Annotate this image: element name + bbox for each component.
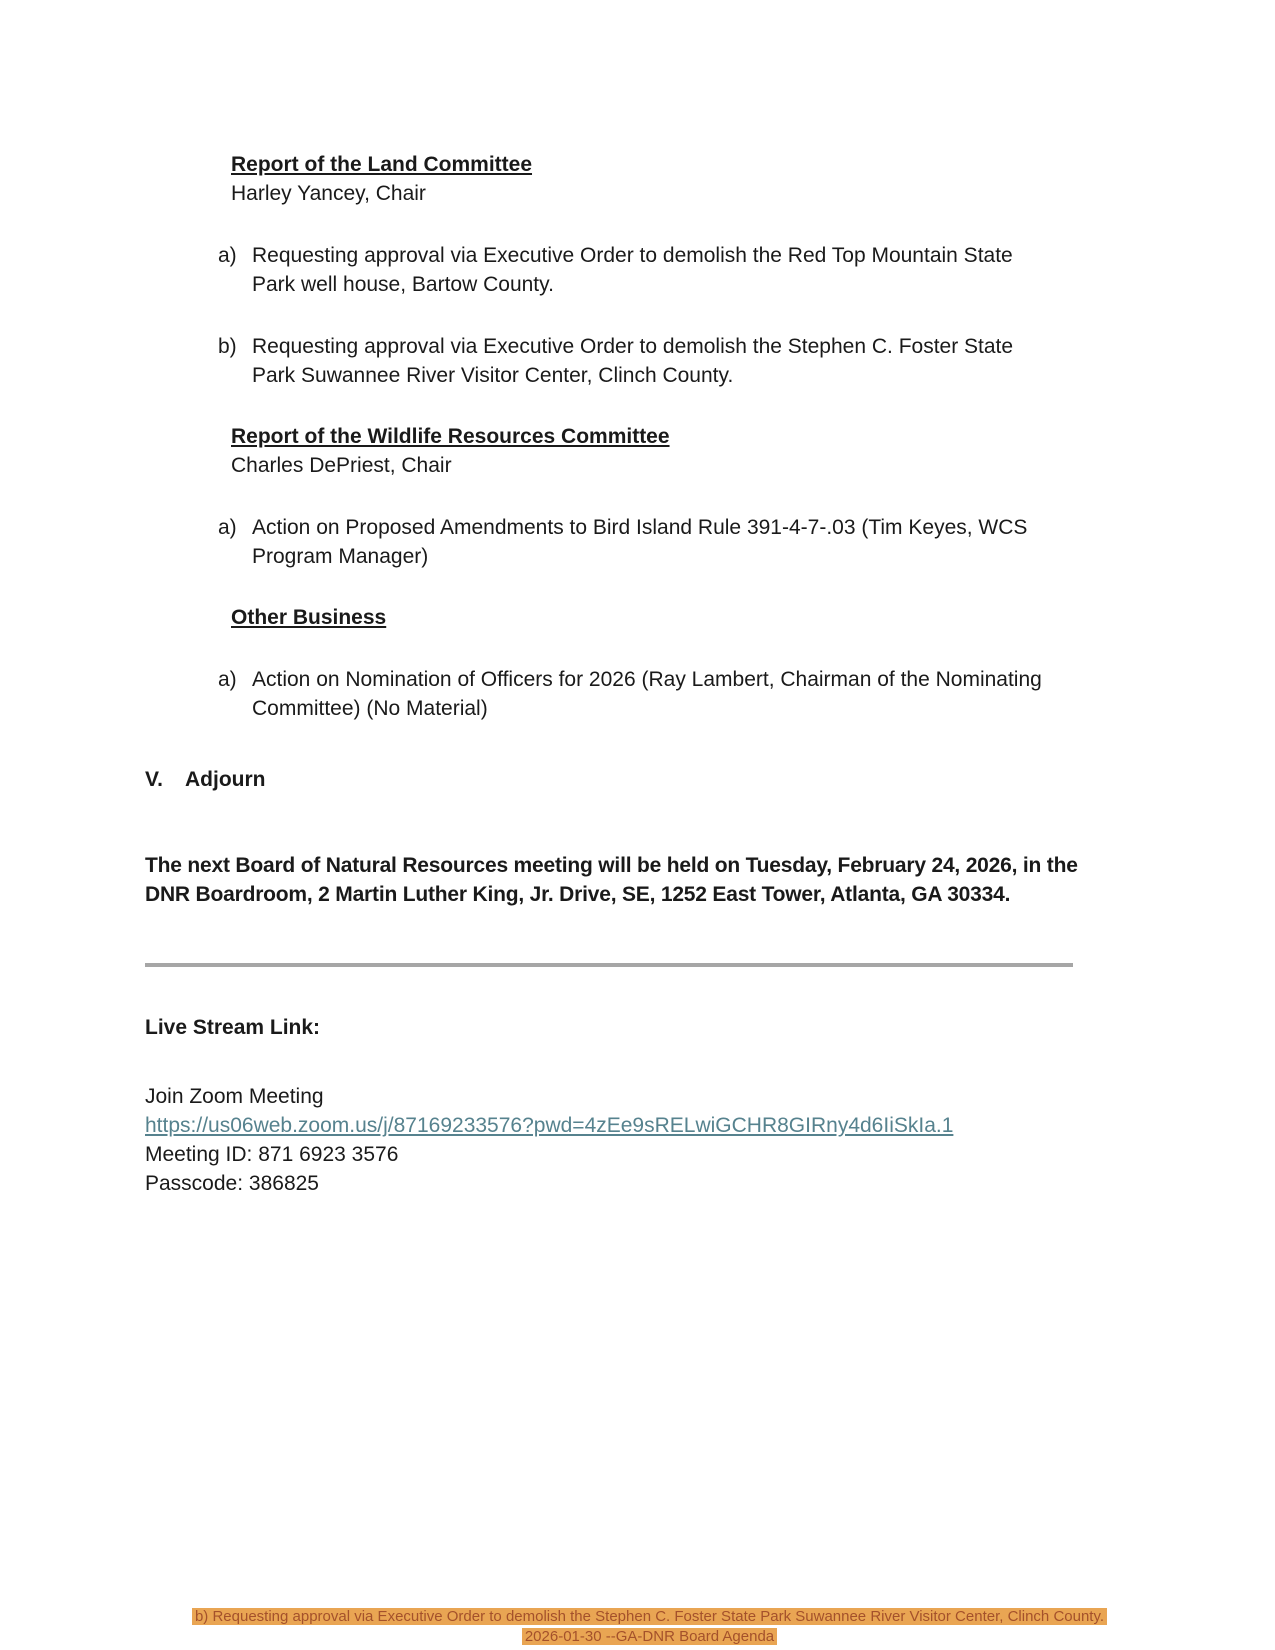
section-other-business [145,603,1145,723]
next-meeting-paragraph: The next Board of Natural Resources meeting will be held on Tuesday, February 24, 2026, in the DNR Boardroom, 2 Martin Luther King, Jr. Drive, SE, 1252 East Tower, Atlanta, GA 30334. [145,854,1078,906]
section-divider [145,963,1073,967]
agenda-item [218,241,1145,299]
agenda-item [218,513,1145,571]
item-label: a) [218,668,237,691]
passcode-value: 386825 [248,1172,319,1195]
agenda-item [218,332,1145,390]
footer-highlight-line1: b) Requesting approval via Executive Order to demolish the Stephen C. Foster State Park Suwannee River Visitor Center, Clinch County. [192,1608,1107,1625]
passcode-line [145,1169,1145,1198]
meeting-id-value: 871 6923 3576 [258,1143,399,1166]
section-land-committee [145,150,1145,390]
section-wildlife-resources-committee [145,422,1145,571]
zoom-link-line [145,1111,1145,1140]
adjourn-row [145,765,1145,794]
item-text: Requesting approval via Executive Order to demolish the Stephen C. Foster State Park Suwannee River Visitor Center, Clinch County. [252,335,1014,387]
item-label: b) [218,335,237,358]
agenda-item [218,665,1145,723]
footer-highlight-line2: 2026-01-30 --GA-DNR Board Agenda [522,1628,777,1645]
section-heading: Report of the Land Committee [231,153,533,176]
item-label: a) [218,516,237,539]
adjourn-label: Adjourn [185,768,266,791]
live-stream-heading: Live Stream Link: [145,1016,321,1039]
live-stream-section [145,1013,1145,1198]
section-heading: Report of the Wildlife Resources Committee [231,425,670,448]
item-text: Requesting approval via Executive Order to demolish the Red Top Mountain State Park well house, Bartow County. [252,244,1013,296]
footer-line [24,1607,1275,1627]
section-heading: Other Business [231,606,387,629]
item-label: a) [218,244,237,267]
item-text: Action on Proposed Amendments to Bird Island Rule 391-4-7-.03 (Tim Keyes, WCS Program Manager) [252,516,1028,568]
item-text: Action on Nomination of Officers for 2026 (Ray Lambert, Chairman of the Nominating Committee) (No Material) [252,668,1042,720]
footer-annotations [0,1607,1275,1647]
join-zoom-label: Join Zoom Meeting [145,1085,324,1108]
section-chair: Harley Yancey, Chair [231,182,426,205]
zoom-meeting-link[interactable]: https://us06web.zoom.us/j/87169233576?pwd=4zEe9sRELwiGCHR8GIRny4d6IiSkIa.1 [145,1114,954,1137]
section-chair: Charles DePriest, Chair [231,454,452,477]
meeting-id-label: Meeting ID: [145,1143,253,1166]
adjourn-numeral: V. [145,768,163,791]
meeting-id-line [145,1140,1145,1169]
passcode-label: Passcode: [145,1172,244,1195]
footer-line [24,1627,1275,1647]
